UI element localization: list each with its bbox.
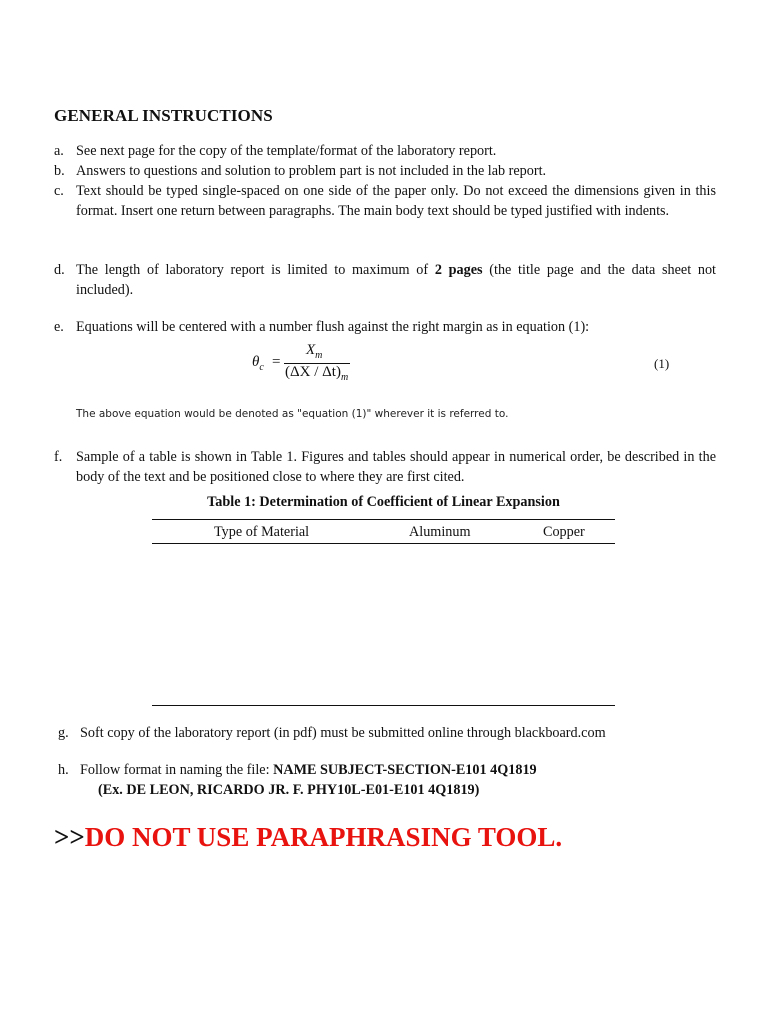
instruction-b bbox=[54, 161, 716, 181]
equation-number: (1) bbox=[654, 356, 670, 371]
filename-example: (Ex. DE LEON, RICARDO JR. F. PHY10L-E01-E101 4Q1819) bbox=[98, 782, 480, 798]
instruction-a bbox=[54, 141, 716, 161]
item-text-part: The length of laboratory report is limited to maximum of bbox=[76, 262, 435, 278]
equation-1 bbox=[252, 340, 392, 390]
item-text: See next page for the copy of the template/format of the laboratory report. bbox=[76, 143, 497, 159]
item-text: Sample of a table is shown in Table 1. Figures and tables should appear in numerical order, be described in the body of the text and be positioned close to where they are first cited. bbox=[76, 449, 716, 485]
instruction-e bbox=[54, 317, 716, 337]
item-text-part: (the title page and the data sheet not included). bbox=[76, 262, 716, 298]
equation-equals: = bbox=[272, 354, 281, 370]
page-limit: 2 pages bbox=[434, 262, 483, 278]
filename-format: NAME SUBJECT-SECTION-E101 4Q1819 bbox=[273, 762, 537, 778]
table-header-aluminum: Aluminum bbox=[409, 524, 471, 540]
item-text-part: Follow format in naming the file: bbox=[80, 762, 274, 778]
item-text bbox=[80, 760, 720, 780]
page-heading: GENERAL INSTRUCTIONS bbox=[54, 106, 273, 125]
item-letter: b. bbox=[54, 163, 65, 179]
warning-text: DO NOT USE PARAPHRASING TOOL. bbox=[84, 822, 563, 852]
item-text bbox=[76, 260, 716, 300]
warning-banner bbox=[54, 822, 562, 853]
item-text: Text should be typed single-spaced on one side of the paper only. Do not exceed the dimensions given in this format. Insert one return between paragraphs. The main body text should be typed justified with indents. bbox=[76, 183, 716, 219]
item-letter: d. bbox=[54, 262, 65, 278]
equation-note: The above equation would be denoted as "equation (1)" wherever it is referred to. bbox=[76, 408, 509, 420]
instruction-h bbox=[58, 760, 720, 800]
equation-lhs: $\theta_c$ bbox=[252, 354, 264, 373]
equation-numerator: $X_m$ bbox=[306, 342, 323, 361]
table-caption: Table 1: Determination of Coefficient of Linear Expansion bbox=[207, 494, 560, 510]
instruction-f bbox=[54, 447, 716, 487]
instruction-d bbox=[54, 260, 716, 300]
instruction-c bbox=[54, 181, 716, 221]
table-top-rule bbox=[152, 519, 615, 520]
item-text: Answers to questions and solution to problem part is not included in the lab report. bbox=[76, 163, 547, 179]
item-letter: a. bbox=[54, 143, 64, 159]
equation-denominator: $(\Delta X / \Delta t)_m$ bbox=[285, 364, 349, 383]
item-text: Equations will be centered with a number flush against the right margin as in equation (1): bbox=[76, 319, 590, 335]
item-letter: e. bbox=[54, 319, 64, 335]
table-bottom-rule bbox=[152, 705, 615, 706]
item-letter: c. bbox=[54, 183, 64, 199]
item-letter: h. bbox=[58, 762, 69, 778]
item-text: Soft copy of the laboratory report (in pdf) must be submitted online through blackboard.com bbox=[80, 725, 606, 741]
table-header-rule bbox=[152, 543, 615, 544]
item-letter: g. bbox=[58, 725, 69, 741]
table-header-copper: Copper bbox=[543, 524, 585, 540]
instruction-g bbox=[58, 723, 720, 743]
item-letter: f. bbox=[54, 449, 63, 465]
table-header-material: Type of Material bbox=[214, 524, 310, 540]
warning-prefix: >> bbox=[54, 822, 85, 852]
